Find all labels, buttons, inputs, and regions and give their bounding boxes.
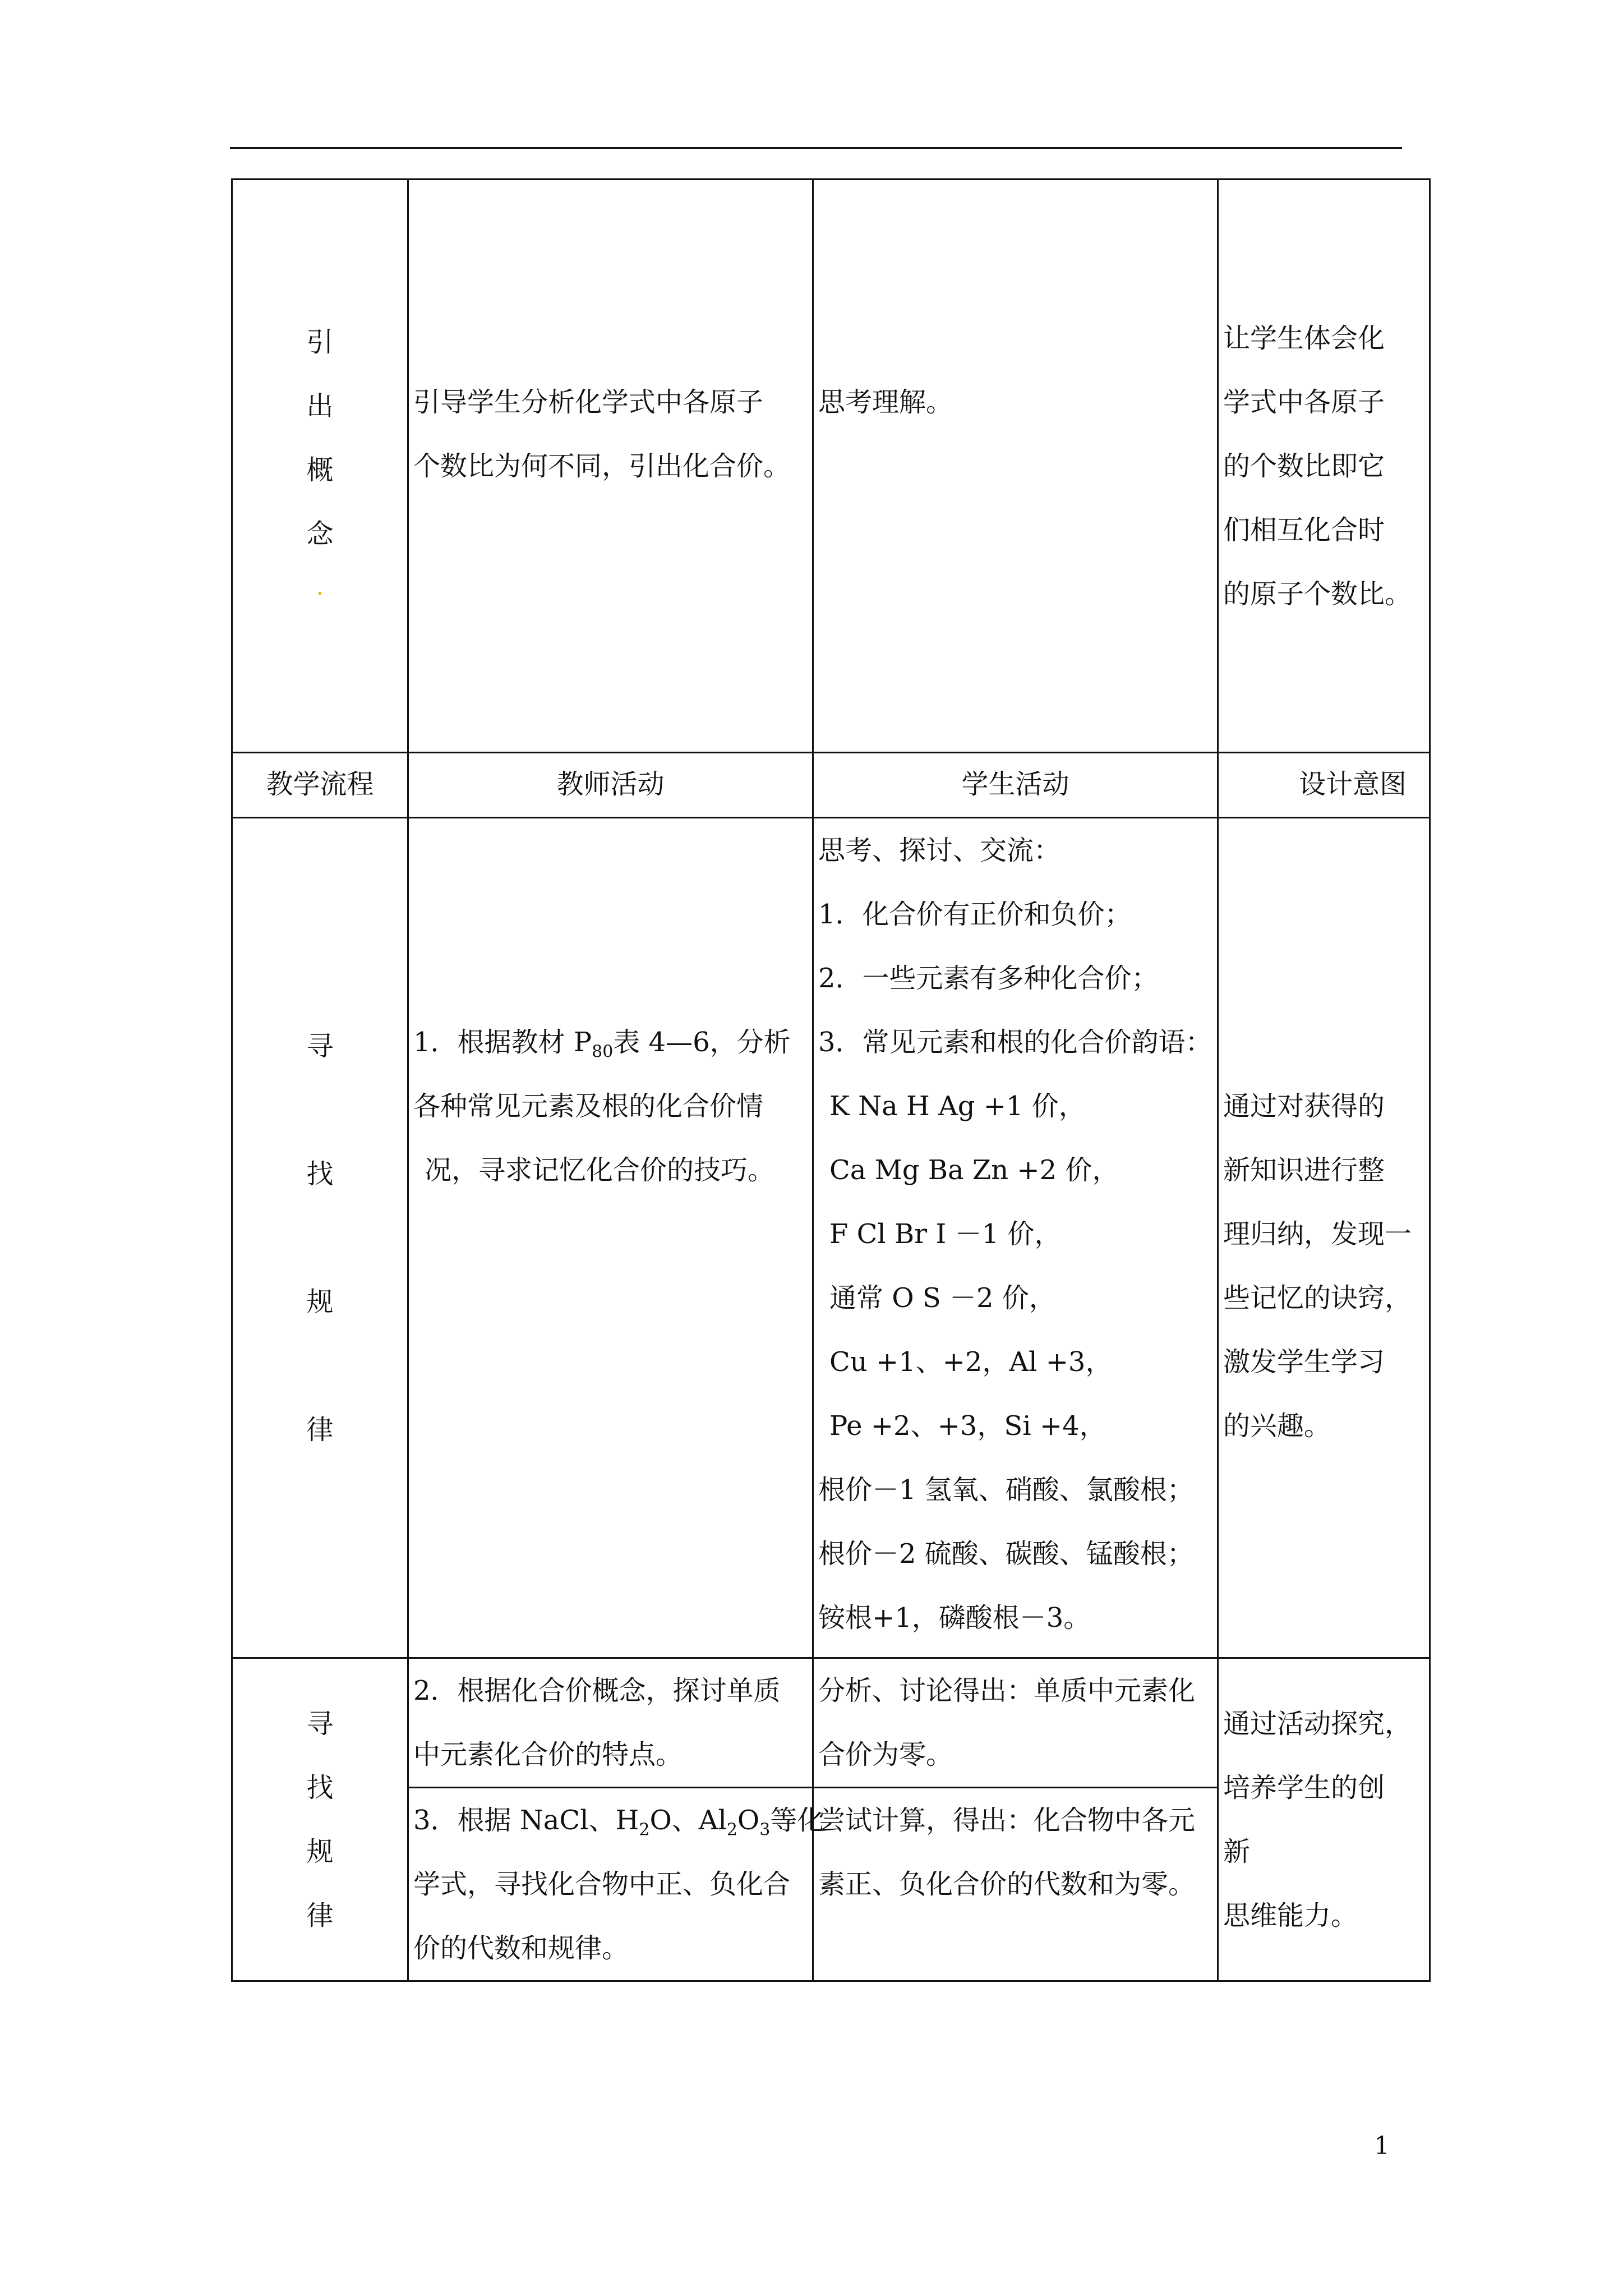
rule-student-line: 1．化合价有正价和负价； — [818, 899, 1132, 930]
zero-intent-line: 通过活动探究， — [1223, 1708, 1412, 1740]
stage-dot-mark: · — [316, 581, 324, 607]
rule-intent-cell — [1218, 818, 1430, 1658]
intro-intent-cell — [1218, 180, 1430, 753]
zero-teacher-b-line: 学式，寻找化合物中正、负化合 — [413, 1869, 791, 1900]
header-rule — [230, 147, 1402, 149]
zero-teacher-a-line: 2．根据化合价概念，探讨单质 — [413, 1675, 781, 1706]
intro-intent-line: 们相互化合时 — [1223, 514, 1385, 546]
zero-intent-line: 思维能力。 — [1223, 1899, 1358, 1931]
rule-intent-line: 的兴趣。 — [1223, 1410, 1331, 1442]
rule-student-line: K Na H Ag +1 价， — [829, 1091, 1086, 1122]
rule-teacher-line: 况，寻求记忆化合价的技巧。 — [425, 1154, 775, 1186]
zero-student-b-line: 素正、负化合价的代数和为零。 — [818, 1869, 1196, 1900]
rule-student-line: 根价－1 氢氧、硝酸、氯酸根； — [818, 1474, 1194, 1506]
zero-teacher-cell — [408, 1658, 824, 1981]
rule-student-line: F Cl Br I －1 价， — [829, 1218, 1062, 1250]
zero-stage-char: 律 — [306, 1899, 334, 1931]
rule-student-cell — [813, 818, 1218, 1658]
rule-intent-line: 些记忆的诀窍， — [1223, 1282, 1412, 1314]
header-cell-intent: 设计意图 — [1218, 753, 1430, 818]
rule-student-line: 2．一些元素有多种化合价； — [818, 963, 1159, 994]
intro-teacher-line: 引导学生分析化学式中各原子 — [413, 386, 764, 418]
intro-stage-char: 引 — [306, 326, 334, 358]
zero-stage-cell — [232, 1658, 408, 1981]
rule-teacher-cell — [408, 818, 813, 1658]
rule-stage-char: 律 — [306, 1414, 334, 1446]
intro-row — [232, 180, 1430, 753]
rule-teacher-line: 1．根据教材 $P_{80}$表 4—6，分析 — [413, 1027, 791, 1062]
intro-stage-cell — [232, 180, 408, 753]
rule-stage-char: 找 — [306, 1158, 334, 1190]
zero-student-a-line: 合价为零。 — [818, 1739, 953, 1770]
rule-student-line: 铵根+1，磷酸根－3。 — [818, 1602, 1091, 1634]
rule-student-line: 通常 O S －2 价， — [829, 1282, 1056, 1314]
rule-intent-line: 通过对获得的 — [1223, 1091, 1385, 1122]
intro-teacher-cell — [408, 180, 813, 753]
page-number: 1 — [1374, 2132, 1390, 2160]
intro-stage-char: 概 — [306, 454, 334, 486]
zero-stage-char: 寻 — [306, 1708, 334, 1740]
zero-stage-char: 规 — [306, 1835, 334, 1867]
zero-row — [232, 1658, 1430, 1981]
rule-intent-line: 激发学生学习 — [1223, 1346, 1385, 1378]
intro-intent-line: 学式中各原子 — [1223, 386, 1385, 418]
rule-student-line: Ca Mg Ba Zn +2 价， — [829, 1154, 1119, 1186]
intro-student-text: 思考理解。 — [818, 386, 953, 418]
zero-intent-line: 培养学生的创 — [1223, 1772, 1385, 1803]
header-cell-student: 学生活动 — [813, 753, 1218, 818]
rule-student-line: 根价－2 硫酸、碳酸、锰酸根； — [818, 1538, 1194, 1570]
intro-stage-char: 出 — [306, 390, 334, 422]
rule-student-line: 3．常见元素和根的化合价韵语： — [818, 1027, 1212, 1058]
intro-stage-char: 念 — [306, 518, 334, 550]
intro-intent-line: 的个数比即它 — [1223, 450, 1385, 482]
zero-student-a-line: 分析、讨论得出：单质中元素化 — [818, 1675, 1196, 1706]
zero-intent-cell — [1218, 1658, 1430, 1981]
intro-intent-line: 让学生体会化 — [1223, 322, 1385, 354]
zero-intent-line: 新 — [1223, 1835, 1251, 1867]
intro-intent-line: 的原子个数比。 — [1223, 578, 1412, 610]
zero-student-b-line: 尝试计算，得出：化合物中各元 — [818, 1805, 1196, 1836]
intro-student-cell — [813, 180, 1218, 753]
zero-student-cell — [813, 1658, 1218, 1981]
rule-intent-line: 新知识进行整 — [1223, 1154, 1385, 1186]
rule-stage-char: 寻 — [306, 1030, 334, 1062]
zero-teacher-a-line: 中元素化合价的特点。 — [413, 1739, 683, 1770]
rule-intent-line: 理归纳，发现一 — [1223, 1218, 1412, 1250]
rule-teacher-line: 各种常见元素及根的化合价情 — [413, 1091, 764, 1122]
lesson-plan-table — [231, 178, 1431, 1982]
rule-student-line: Pe +2、+3，Si +4， — [829, 1410, 1106, 1442]
rule-stage-char: 规 — [306, 1286, 334, 1318]
zero-teacher-b-line: 价的代数和规律。 — [413, 1932, 629, 1964]
zero-teacher-b-line: 3．根据 NaCl、$H_2O$、$Al_2O_3$等化 — [413, 1805, 824, 1840]
header-row — [232, 753, 1430, 818]
rule-student-line: 思考、探讨、交流： — [818, 835, 1061, 866]
rule-stage-cell — [232, 818, 408, 1658]
rule-row — [232, 818, 1430, 1658]
zero-stage-char: 找 — [306, 1772, 334, 1803]
header-cell-flow: 教学流程 — [232, 753, 408, 818]
header-cell-teacher: 教师活动 — [408, 753, 813, 818]
intro-teacher-line: 个数比为何不同，引出化合价。 — [413, 450, 791, 482]
rule-student-line: Cu +1、+2，Al +3， — [829, 1346, 1113, 1378]
